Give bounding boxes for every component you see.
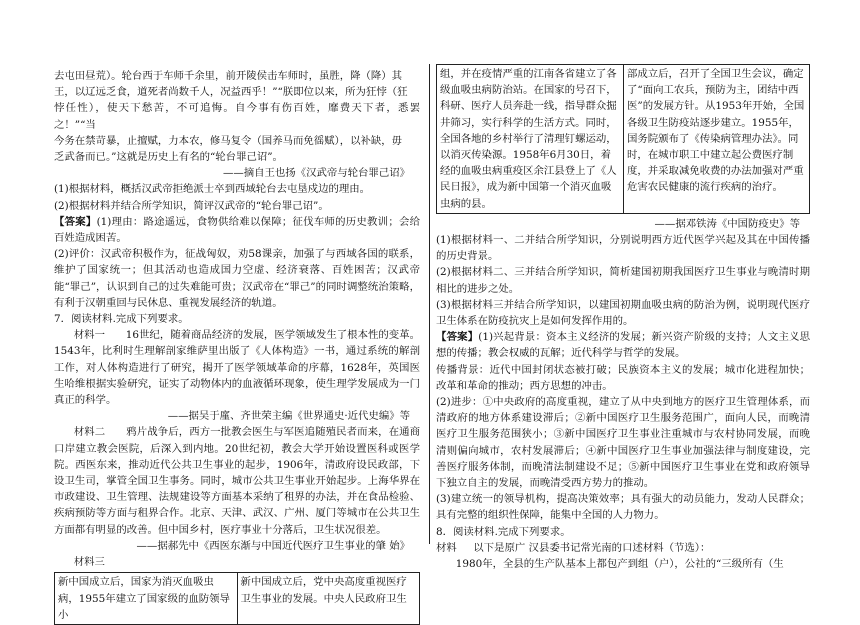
- question-7-3: (3)根据材料三并结合所学知识，以建国初期血吸虫病的防治为例，说明现代医疗卫生体系在防疫抗灾上是如何发挥作用的。: [436, 298, 810, 328]
- material-3-heading: 材料三: [73, 556, 105, 569]
- intro-line: 悖任性），使天下愁苦，不可追悔。自今事有伤百姓，靡费天下者，悉罢之！”“当: [54, 102, 420, 131]
- answer-tag: 【答案】: [436, 331, 479, 344]
- answer-tag: 【答案】: [54, 215, 97, 228]
- material-3-cell-left-cont: 组，并在疫情严重的江南各省建立了各级血吸虫病防治站。在国家的号召下，科研、医疗人员奔赴一线，指导群众掘井筛习，实行科学的生活方式。同时，全国各地的乡村举行了清理钉螺运动，以消灭传染源。1958年6月30日，着经的血吸虫病重疫区余江县登上了《人民日报》，成为新中国第一个消灭血吸虫病的县。: [440, 68, 617, 210]
- material-3-cell-right-cont: 部成立后，召开了全国卫生会议，确定了“面向工农兵，预防为主，团结中西医”的发展方针。从1953年开始，全国各级卫生防疫站逐步建立。1955年，国务院颁布了《传染病管理办法》。同时，在城市职工中建立起公费医疗制度，并采取减免收费的办法加强对严重危害农民健康的流行疾病的治疗。: [623, 65, 809, 213]
- question-1: (1)根据材料，概括汉武帝拒绝派士卒到西域轮台去屯垦戍边的理由。: [54, 183, 371, 196]
- question-8-heading: 8．阅读材料.完成下列要求。: [436, 525, 571, 538]
- intro-line: 今务在禁苛暴，止擅赋，力本农，修马复令（国养马而免徭赋），以补缺，毋: [54, 134, 403, 147]
- material-label: 材料: [436, 541, 457, 554]
- question-7-2: (2)根据材料二、三并结合所学知识，简析建国初期我国医疗卫生事业与晚清时期相比的进步之处。: [436, 266, 810, 295]
- answer-1: (1)理由：路途遥远，食物供给难以保障；征伐车师的历史教训；会给百姓造成困苦。: [54, 215, 421, 245]
- intro-source: ——摘自王也扬《汉武帝与轮台罪己诏》: [222, 167, 410, 180]
- answer-7-2: (2)进步：①中央政府的高度重视，建立了从中央到地方的医疗卫生管理体系，而清政府的地方体系建设滞后；②新中国医疗卫生服务范围广，面向人民，而晚清医疗卫生服务范围狭小；③新中国医疗卫生事业注重城市与农村协同发展，而晚清则偏向城市，农村发展滞后；④新中国医疗卫生事业加强法律与制度建设，完善医疗服务体制，而晚清法制建设不足；⑤新中国医疗卫生事业在党和政府领导下独立自主的发展，而晚清受西方势力的推动。: [436, 396, 810, 490]
- question-7-heading: 7．阅读材料.完成下列要求。: [54, 313, 189, 326]
- intro-line: 乏武备而已。”这就是历史上有名的“轮台罪己诏”。: [54, 151, 283, 164]
- material-1: 材料一 16世纪，随着商品经济的发展，医学领域发生了根本性的变革。1543年，比利时生理解剖家维萨里出版了《人体构造》一书，通过系统的解剖工作，对人体构造进行了研究，揭开了医学领域革命的序幕，1628年，英国医生哈维根据实验研究，证实了动物体内的血液循环现象，使生理学发展成为一门真正的科学。: [54, 329, 420, 407]
- material-2: 材料二 鸦片战争后，西方一批教会医生与军医追随殖民者而来，在通商口岸建立教会医院，后深入到内地。20世纪初，教会大学开始设置医科或医学院。西医东来，推动近代公共卫生事业的起步，1906年，清政府设民政部，下设卫生司，掌管全国卫生事务。同时，城市公共卫生事业开始起步。上海华界在市政建设、卫生管理、法规建设等方面基本采纳了租界的办法，并在食品检验、疾病预防等方面与租界合作。北京、天津、武汉、广州、厦门等城市在公共卫生方面都有明显的改善。但中国乡村，医疗事业十分落后，卫生状况很差。: [54, 426, 420, 536]
- material-3-table-bottom: [436, 64, 810, 214]
- answer-7-1b: 传播背景：近代中国封闭状态被打破；民族资本主义的发展；城市化进程加快；改革和革命的推动；西方思想的冲击。: [436, 363, 810, 392]
- question-8-line: 1980年，全县的生产队基本上都包产到组（户），公社的“三级所有（生: [455, 558, 784, 571]
- material-3-table-top: [54, 572, 420, 625]
- intro-passage: [54, 68, 420, 165]
- question-7-1: (1)根据材料一、二并结合所学知识，分别说明西方近代医学兴起及其在中国传播的历史背景。: [436, 234, 810, 263]
- intro-line: 王，以辽远乏食，道死者尚数千人，况益西乎！”“朕即位以来，所为狂悖（狂: [54, 86, 408, 99]
- intro-line: 去屯田昼荒）。轮台西于车师千余里，前开陵侯击车师时，虽胜，降（降）其: [54, 70, 403, 82]
- question-8-material: [436, 540, 810, 556]
- right-column: [436, 64, 810, 572]
- material-3-cell-right: 新中国成立后，党中央高度重视医疗卫生事业的发展。中央人民政府卫生: [237, 573, 420, 624]
- material-3-cell-left: 新中国成立后，国家为消灭血吸虫病，1955年建立了国家级的血防领导小: [58, 576, 230, 621]
- material-1-source: ——据吴于廑、齐世荣主编《世界通史·近代史编》等: [167, 410, 410, 423]
- material-2-source: ——据郝先中《西医东渐与中国近代医疗卫生事业的肇 始》: [136, 539, 410, 552]
- answer-7-1: (1)兴起背景：资本主义经济的发展；新兴资产阶级的支持；人文主义思想的传播；教会权威的瓦解；近代科学与哲学的发展。: [436, 331, 811, 360]
- question-2: (2)根据材料并结合所学知识，简评汉武帝的“轮台罪己诏”。: [54, 199, 329, 212]
- answer-block: [54, 214, 420, 246]
- column-divider: [429, 64, 430, 544]
- answer-7-block: [436, 329, 810, 361]
- material-3-source: ——据邓铁涛《中国防疫史》等: [654, 217, 800, 230]
- material-title: 以下是原广 汉县委书记常光南的口述材料（节选）：: [473, 541, 711, 554]
- left-column: [54, 68, 420, 625]
- answer-7-3: (3)建立统一的领导机构，提高决策效率；具有强大的动员能力，发动人民群众；具有完整的组织性保障，能集中全国的人力物力。: [436, 493, 810, 522]
- answer-2: (2)评价：汉武帝积极作为，征战匈奴，劝58课亲，加强了与西域各国的联系，维护了国家统一；但其活动也造成国力空虚、经济衰落、百姓困苦；汉武帝能“罪己”，认识到自己的过失难能可贵；汉武帝在“罪己”的同时调整统治策略，有利于汉朝重回与民休息、重视发展经济的轨道。: [54, 248, 420, 309]
